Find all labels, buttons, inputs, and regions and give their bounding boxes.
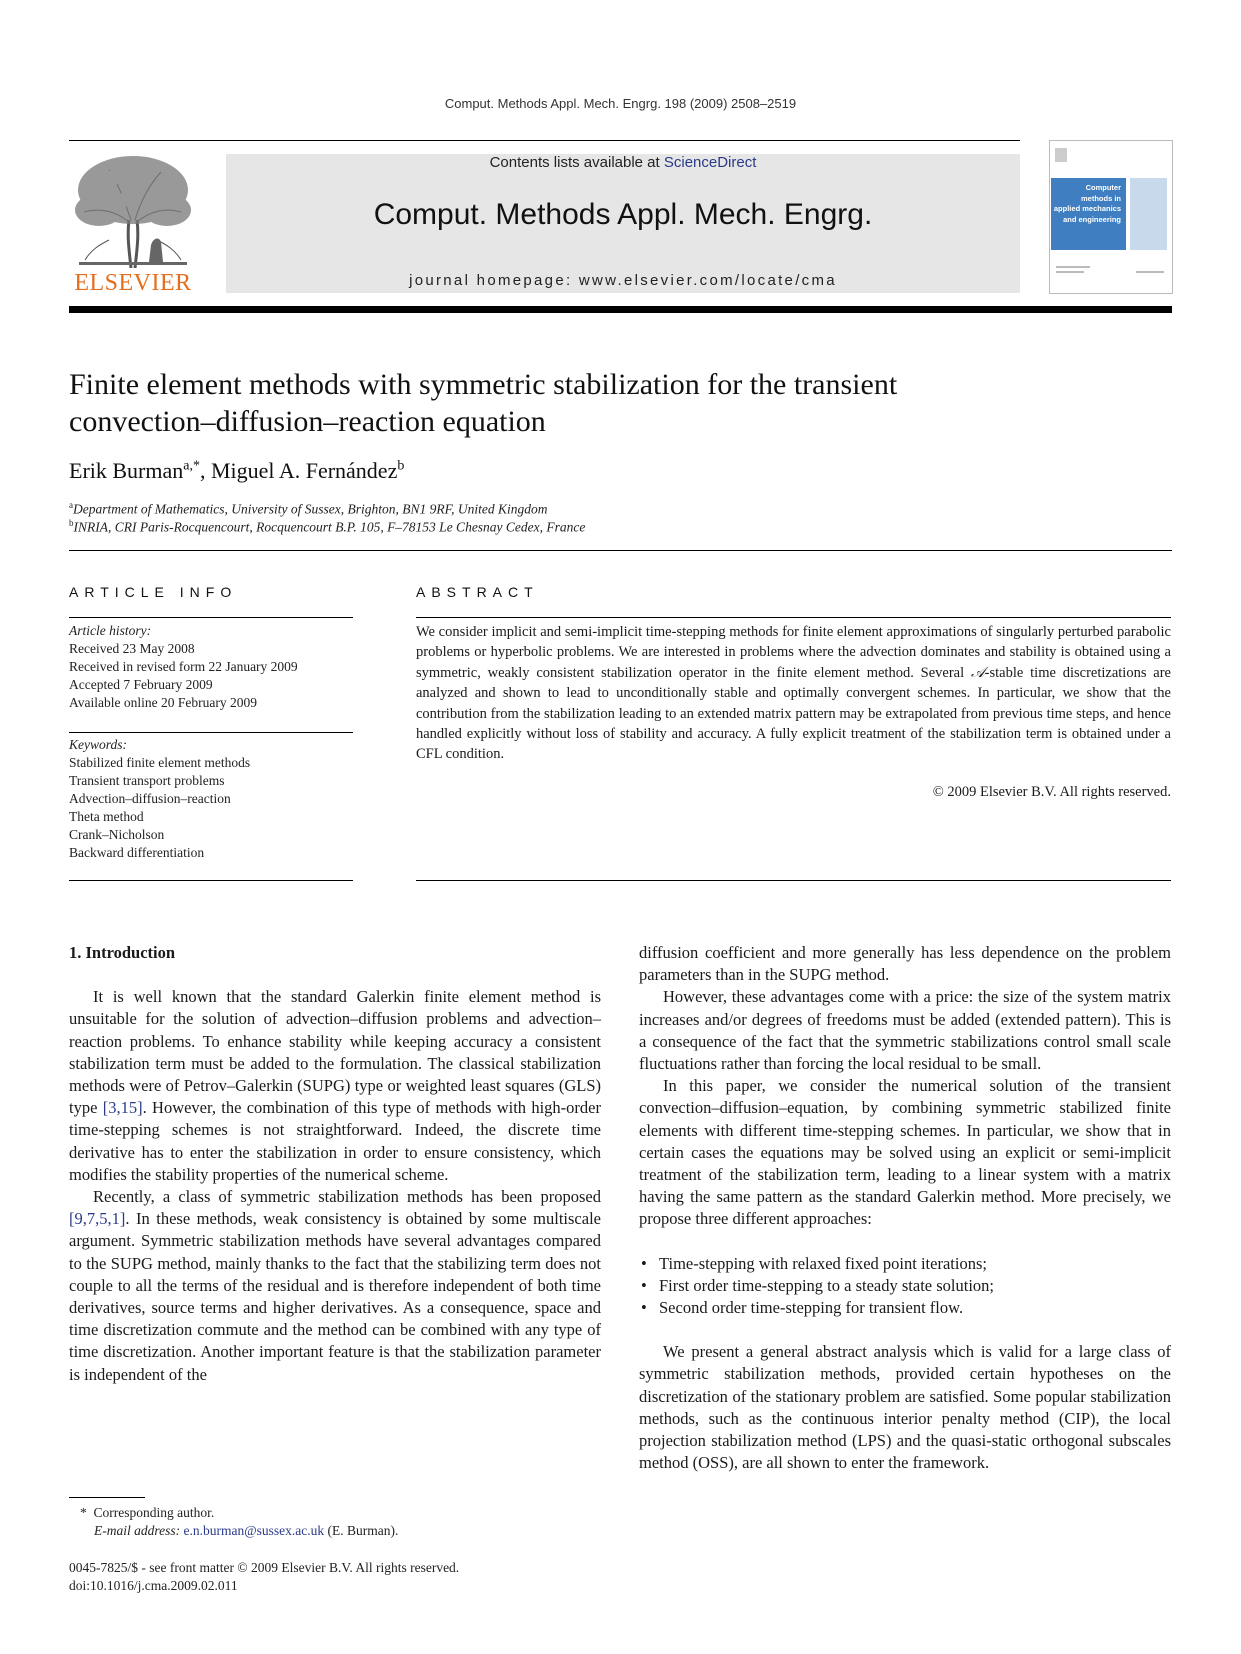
footnote-rule bbox=[69, 1497, 145, 1498]
affiliation-divider bbox=[69, 550, 1172, 551]
approaches-list bbox=[639, 1253, 1171, 1320]
intro-p2-part-1: Recently, a class of symmetric stabilization methods has been proposed bbox=[93, 1187, 601, 1207]
intro-p1-part-1: It is well known that the standard Galerkin finite element method is unsuitable for the solution of advection–diffusion problems and advection–reaction problems. To enhance stability while keeping accuracy a consistent stabilization term must be added to the formulation. The classical stabilization methods were of Petrov–Galerkin (SUPG) type or weighted least squares (GLS) type bbox=[69, 987, 601, 1118]
list-item: • Second order time-stepping for transient flow. bbox=[639, 1297, 1171, 1319]
journal-title: Comput. Methods Appl. Mech. Engrg. bbox=[373, 198, 873, 231]
keyword-item: Advection–diffusion–reaction bbox=[69, 791, 231, 806]
abstract-rule bbox=[416, 617, 1171, 618]
affiliation-b-text: INRIA, CRI Paris-Rocquencourt, Rocquencourt B.P. 105, F–78153 Le Chesnay Cedex, France bbox=[73, 519, 586, 535]
abstract-bottom-rule bbox=[416, 880, 1171, 881]
reference-link[interactable]: [3,15] bbox=[102, 1098, 143, 1118]
affiliation-b bbox=[69, 518, 585, 536]
author-1: Erik Burman bbox=[69, 458, 184, 483]
body-right-column bbox=[639, 942, 1171, 1474]
keyword-item: Stabilized finite element methods bbox=[69, 755, 251, 770]
author-2-affiliation-mark[interactable]: b bbox=[397, 458, 405, 474]
keywords bbox=[69, 736, 353, 862]
abstract-text-part-2: -stable time discretizations are analyzed and shown to lead to unconditionally stable and optimally convergent schemes. In particular, we show that the contribution from the stabilization leading to an extended matrix pattern may be extrapolated from previous time steps, and hence handled explicitly without loss of stability and accuracy. A fully explicit treatment of the stabilization term is obtained under a CFL condition. bbox=[416, 664, 1171, 763]
article-info-heading: ARTICLE INFO bbox=[69, 584, 238, 600]
cover-footer-marks-icon bbox=[1056, 262, 1166, 282]
email-note bbox=[94, 1523, 398, 1539]
reference-link[interactable]: [9,7,5,1] bbox=[69, 1209, 126, 1229]
article-info-bottom-rule bbox=[69, 880, 353, 881]
header-thick-rule bbox=[69, 306, 1172, 313]
article-history bbox=[69, 622, 353, 712]
cover-light-panel bbox=[1130, 178, 1167, 250]
intro-paragraph-4: In this paper, we consider the numerical solution of the transient convection–diffusion–equation, by combining symmetric stabilized finite elements with different time-stepping schemes. In particular, we show that in certain cases the equations may be solved using an explicit or semi-implicit treatment of the stabilization term, leading to a linear system with a matrix having the same pattern as the standard Galerkin method. More precisely, we propose three different approaches: bbox=[639, 1076, 1171, 1229]
intro-paragraph-5: We present a general abstract analysis which is valid for a large class of symmetric stabilization methods, provided certain hypotheses on the discretization of the stationary problem are satisfied. Some popular stabilization methods, such as the continuous interior penalty method (CIP), the local projection stabilization method (LPS) and the quasi-static orthogonal subscales method (OSS), are all shown to enter the framework. bbox=[639, 1342, 1171, 1473]
doi-line[interactable]: doi:10.1016/j.cma.2009.02.011 bbox=[69, 1578, 238, 1593]
list-item: • First order time-stepping to a steady state solution; bbox=[639, 1275, 1171, 1297]
elsevier-wordmark: ELSEVIER bbox=[74, 270, 192, 296]
history-item: Accepted 7 February 2009 bbox=[69, 677, 213, 692]
abstract-text bbox=[416, 622, 1171, 765]
contents-availability bbox=[226, 154, 1020, 171]
author-1-affiliation-mark[interactable]: a,* bbox=[183, 458, 200, 474]
intro-paragraph-3: However, these advantages come with a price: the size of the system matrix increases and/or degrees of freedoms must be added (extended pattern). This is a consequence of the fact that the symmetric stabilizations control small scale fluctuations rather than forcing the local residual to be small. bbox=[639, 987, 1171, 1074]
header-rule bbox=[69, 140, 1020, 141]
article-info-rule bbox=[69, 617, 353, 618]
corresponding-author-note bbox=[80, 1505, 214, 1521]
affiliation-a bbox=[69, 500, 547, 518]
keywords-label: Keywords: bbox=[69, 737, 127, 752]
intro-paragraph-continued: diffusion coefficient and more generally has less dependence on the problem parameters than in the SUPG method. bbox=[639, 943, 1171, 985]
title-line-2: convection–diffusion–reaction equation bbox=[69, 405, 546, 438]
history-item: Received in revised form 22 January 2009 bbox=[69, 659, 298, 674]
email-link[interactable]: e.n.burman@sussex.ac.uk bbox=[183, 1523, 325, 1538]
affiliation-b-mark: b bbox=[69, 518, 74, 528]
keyword-item: Backward differentiation bbox=[69, 845, 205, 860]
intro-p2-part-2: . In these methods, weak consistency is obtained by some multiscale argument. Symmetric stabilization methods have several advantages compared to the SUPG method, mainly thanks to the fact that the stabilizing term does not couple to all the terms of the residual and is therefore independent of both time derivatives, source terms and higher derivatives. As a consequence, space and time discretization commute and the method can be combined with any type of time discretization. Another important feature is that the stabilization parameter is independent of the bbox=[69, 1209, 601, 1384]
cover-title: Computer methods in applied mechanics and engineering bbox=[1053, 183, 1121, 224]
author-list bbox=[69, 458, 404, 484]
intro-paragraph-2 bbox=[69, 1186, 601, 1386]
history-label: Article history: bbox=[69, 623, 152, 638]
section-heading: 1. Introduction bbox=[69, 943, 176, 962]
issn-line: 0045-7825/$ - see front matter © 2009 Elsevier B.V. All rights reserved. bbox=[69, 1560, 460, 1575]
keyword-item: Theta method bbox=[69, 809, 144, 824]
journal-homepage[interactable]: journal homepage: www.elsevier.com/locate/cma bbox=[409, 272, 837, 289]
email-label: E-mail address: bbox=[94, 1523, 181, 1538]
history-item: Received 23 May 2008 bbox=[69, 641, 195, 656]
affiliation-a-text: Department of Mathematics, University of Sussex, Brighton, BN1 9RF, United Kingdom bbox=[73, 501, 548, 517]
abstract-heading: ABSTRACT bbox=[416, 584, 539, 600]
sciencedirect-link[interactable]: ScienceDirect bbox=[663, 154, 757, 171]
list-item: • Time-stepping with relaxed fixed point iterations; bbox=[639, 1253, 1171, 1275]
a-stable-symbol: 𝒜 bbox=[970, 664, 985, 681]
intro-paragraph-1 bbox=[69, 986, 601, 1186]
keyword-item: Crank–Nicholson bbox=[69, 827, 165, 842]
abstract-text-part-1: We consider implicit and semi-implicit time-stepping methods for finite element approximations of singularly perturbed parabolic problems or hyperbolic problems. We are interested in problems where the advection dominates and stability is obtained using a symmetric, weakly consistent stabilization operator in the finite element method. Several bbox=[416, 624, 1171, 681]
title-line-1: Finite element methods with symmetric stabilization for the transient bbox=[69, 368, 898, 401]
email-suffix: (E. Burman). bbox=[327, 1523, 399, 1538]
cover-mini-logo-icon bbox=[1053, 146, 1073, 166]
footnote-mark: * bbox=[80, 1505, 87, 1520]
affiliation-a-mark: a bbox=[69, 500, 73, 510]
abstract-copyright: © 2009 Elsevier B.V. All rights reserved. bbox=[932, 784, 1171, 800]
keywords-rule bbox=[69, 732, 353, 733]
journal-citation: Comput. Methods Appl. Mech. Engrg. 198 (2009) 2508–2519 bbox=[444, 96, 797, 111]
article-title bbox=[69, 366, 1172, 440]
intro-p1-part-2: . However, the combination of this type of methods with high-order time-stepping schemes is not straightforward. Indeed, the discrete time derivative has to enter the stabilization in order to ensure consistency, which modifies the stability properties of the numerical scheme. bbox=[69, 1098, 601, 1184]
contents-prefix: Contents lists available at bbox=[489, 154, 664, 171]
body-left-column bbox=[69, 942, 601, 1386]
corresponding-author-text: Corresponding author. bbox=[93, 1505, 215, 1520]
author-separator: , bbox=[199, 458, 211, 483]
keyword-item: Transient transport problems bbox=[69, 773, 225, 788]
history-item: Available online 20 February 2009 bbox=[69, 695, 257, 710]
author-2: Miguel A. Fernández bbox=[210, 458, 398, 483]
